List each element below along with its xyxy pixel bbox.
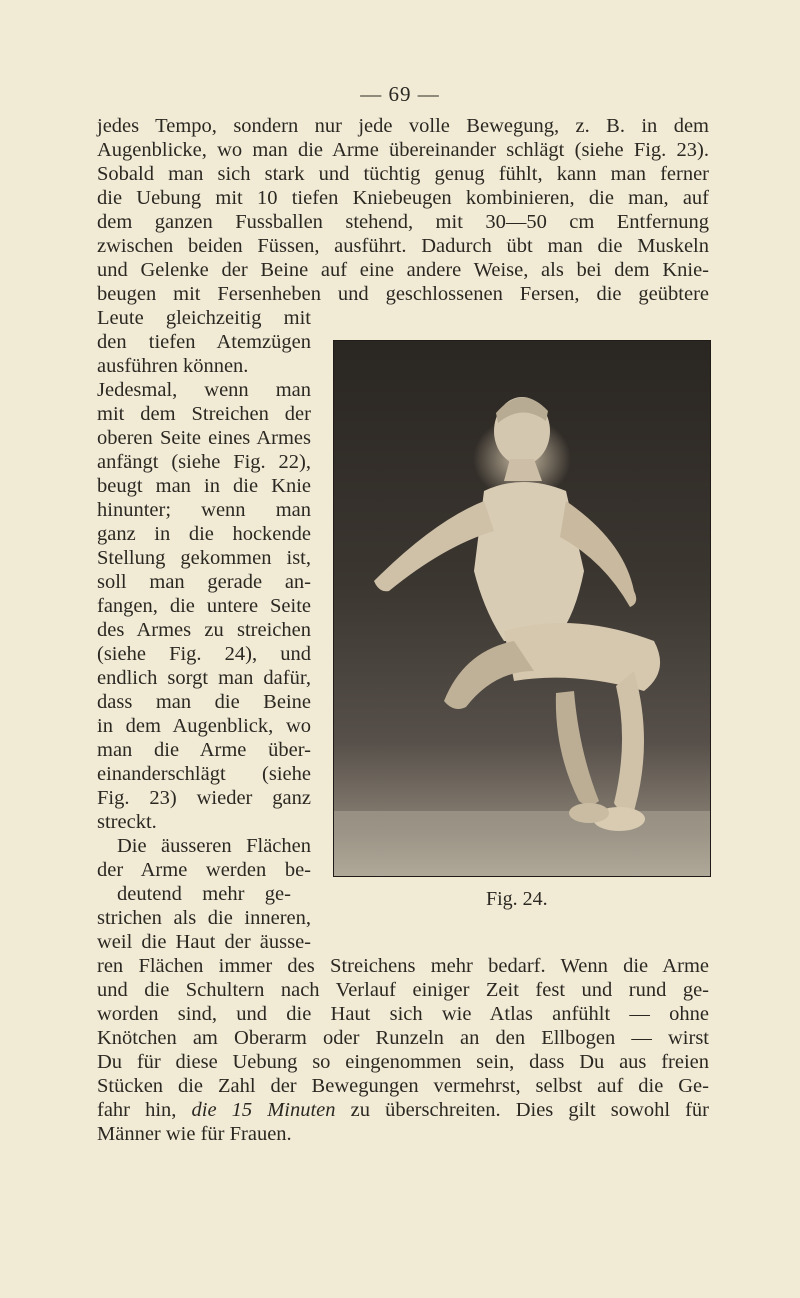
- text-line: und die Schultern nach Verlauf einiger Zeit fest und rund ge-: [97, 979, 709, 1001]
- text-line: fangen, die untere Seite: [97, 595, 311, 617]
- text-line: ausführen können.: [97, 355, 249, 377]
- text-line: dem ganzen Fussballen stehend, mit 30—50 cm Entfernung: [97, 211, 709, 233]
- text-line: zwischen beiden Füssen, ausführt. Dadurch übt man die Muskeln: [97, 235, 709, 257]
- text-line: Die äusseren Flächen: [117, 835, 311, 857]
- text-line: Jedesmal, wenn man: [97, 379, 311, 401]
- italic-phrase: die 15 Minuten: [191, 1099, 336, 1121]
- text-line: endlich sorgt man dafür,: [97, 667, 311, 689]
- text-segment: fahr hin,: [97, 1099, 192, 1121]
- text-line: Stellung gekommen ist,: [97, 547, 311, 569]
- page-number: — 69 —: [360, 82, 440, 106]
- text-line: streckt.: [97, 811, 157, 833]
- text-line: man die Arme über-: [97, 739, 311, 761]
- text-line: einanderschlägt (siehe: [97, 763, 311, 785]
- text-line: Stücken die Zahl der Bewegungen vermehrst, selbst auf die Ge-: [97, 1075, 709, 1097]
- text-line: der Arme werden be-: [97, 859, 311, 881]
- text-line: anfängt (siehe Fig. 22),: [97, 451, 311, 473]
- text-line: oberen Seite eines Armes: [97, 427, 311, 449]
- text-line: deutend mehr ge-: [117, 883, 291, 905]
- text-line: weil die Haut der äusse-: [97, 931, 311, 953]
- text-line: beugt man in die Knie: [97, 475, 311, 497]
- text-line-with-italic: [97, 1098, 709, 1122]
- text-line: worden sind, und die Haut sich wie Atlas anfühlt — ohne: [97, 1003, 709, 1025]
- text-line: hinunter; wenn man: [97, 499, 311, 521]
- text-line: Du für diese Uebung so eingenommen sein, dass Du aus freien: [97, 1051, 709, 1073]
- text-segment: zu überschreiten. Dies gilt sowohl für: [335, 1099, 709, 1121]
- text-line: die Uebung mit 10 tiefen Kniebeugen kombinieren, die man, auf: [97, 187, 709, 209]
- text-line: beugen mit Fersenheben und geschlossenen Fersen, die geübtere: [97, 283, 709, 305]
- text-line: Knötchen am Oberarm oder Runzeln an den Ellbogen — wirst: [97, 1027, 709, 1049]
- text-line: jedes Tempo, sondern nur jede volle Bewegung, z. B. in dem: [97, 115, 709, 137]
- text-line: Fig. 23) wieder ganz: [97, 787, 311, 809]
- crouching-man-illustration: [334, 341, 710, 876]
- text-line: dass man die Beine: [97, 691, 311, 713]
- text-line: ganz in die hockende: [97, 523, 311, 545]
- text-line: Männer wie für Frauen.: [97, 1123, 292, 1145]
- text-line: in dem Augenblick, wo: [97, 715, 311, 737]
- exercise-photograph: [333, 340, 711, 877]
- text-line: des Armes zu streichen: [97, 619, 311, 641]
- figure-caption: Fig. 24.: [486, 888, 548, 910]
- text-line: Leute gleichzeitig mit: [97, 307, 311, 329]
- text-line: strichen als die inneren,: [97, 907, 311, 929]
- text-line: Sobald man sich stark und tüchtig genug fühlt, kann man ferner: [97, 163, 709, 185]
- text-line: den tiefen Atemzügen: [97, 331, 311, 353]
- text-line: (siehe Fig. 24), und: [97, 643, 311, 665]
- text-line: ren Flächen immer des Streichens mehr bedarf. Wenn die Arme: [97, 955, 709, 977]
- text-line: und Gelenke der Beine auf eine andere Weise, als bei dem Knie-: [97, 259, 709, 281]
- text-line: soll man gerade an-: [97, 571, 311, 593]
- text-line: Augenblicke, wo man die Arme übereinander schlägt (siehe Fig. 23).: [97, 139, 709, 161]
- text-line: mit dem Streichen der: [97, 403, 311, 425]
